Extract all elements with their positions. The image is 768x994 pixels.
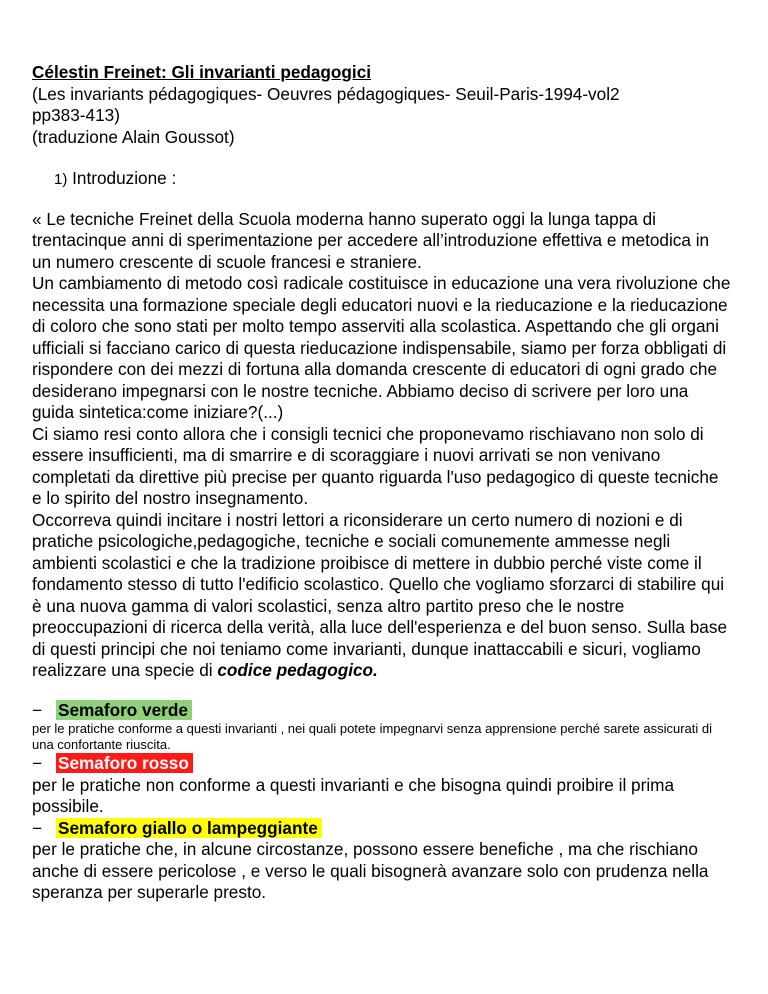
paragraph: [32, 510, 732, 682]
body-text: [32, 209, 732, 682]
red-light-description: per le pratiche non conforme a questi invarianti e che bisogna quindi proibire il prima possibile.: [32, 774, 675, 816]
document-page: [32, 62, 732, 904]
red-light-label: Semaforo rosso: [56, 753, 193, 773]
dash-bullet: −: [32, 699, 43, 720]
dash-bullet: −: [32, 817, 43, 838]
section-heading: [54, 168, 732, 191]
traffic-light-legend: [32, 700, 732, 904]
green-light-description: per le pratiche conforme a questi invarianti , nei quali potete impegnarvi senza apprensione perché sarete assicurati di una confortante riuscita.: [32, 721, 712, 752]
paragraph: Ci siamo resi conto allora che i consigli tecnici che proponevamo rischiavano non solo di essere insufficienti, ma di smarrire e di scoraggiare i nuovi arrivati se non venivano completati da direttive più precise per quanto riguarda l'uso pedagogico di queste tecniche e lo spirito del nostro insegnamento.: [32, 423, 719, 508]
section-label: Introduzione :: [72, 168, 177, 188]
legend-item-green: [32, 700, 732, 722]
emphasized-term: codice pedagogico.: [217, 660, 378, 680]
paragraph: « Le tecniche Freinet della Scuola moderna hanno superato oggi la lunga tappa di trentacinque anni di sperimentazione per accedere all’introduzione effettiva e metodica in un numero crescente di scuole francesi e straniere.: [32, 208, 710, 272]
document-title: Célestin Freinet: Gli invarianti pedagogici: [32, 62, 372, 82]
paragraph-text: Occorreva quindi incitare i nostri lettori a riconsiderare un certo numero di nozioni e di pratiche psicologiche,pedagogiche, tecniche e sociali comunemente ammesse negli ambienti scolastici e che la tradizione proibisce di mettere in dubbio perché viste come il fondamento stesso di tutto l'edificio scolastico. Quello che vogliamo sforzarci di stabilire qui è una nuova gamma di valori scolastici, senza altro partito preso che le nostre preoccupazioni di ricerca della verità, alla luce dell'esperienza e del buon senso. Sulla base di questi principi che noi teniamo come invarianti, dunque inattaccabili e sicuri, vogliamo realizzare una specie di: [32, 509, 728, 680]
section-number: 1): [54, 171, 68, 188]
translation-credit: (traduzione Alain Goussot): [32, 126, 235, 147]
yellow-light-label: Semaforo giallo o lampeggiante: [56, 818, 322, 838]
legend-item-yellow: [32, 818, 732, 840]
source-reference-line2: pp383-413): [32, 105, 120, 125]
legend-item-red: [32, 753, 732, 775]
green-light-label: Semaforo verde: [56, 700, 192, 720]
yellow-light-description: per le pratiche che, in alcune circostanze, possono essere benefiche , ma che rischiano anche di essere pericolose , e verso le quali bisognerà avanzare solo con prudenza nella speranza per superarle presto.: [32, 839, 709, 902]
paragraph: Un cambiamento di metodo così radicale costituisce in educazione una vera rivoluzione che necessita una formazione speciale degli educatori nuovi e la rieducazione e la rieducazione di coloro che sono stati per molto tempo asserviti alla scolastica. Aspettando che gli organi ufficiali si facciano carico di questa rieducazione indispensabile, siamo per forza obbligati di rispondere con dei mezzi di fortuna alla domanda crescente di educatori di ogni grado che desiderano impegnarsi con le nostre tecniche. Abbiamo deciso di scrivere per loro una guida sintetica:come iniziare?(...): [32, 273, 731, 422]
dash-bullet: −: [32, 753, 43, 773]
source-reference-line1: (Les invariants pédagogiques- Oeuvres pédagogiques- Seuil-Paris-1994-vol2: [32, 83, 620, 104]
document-header: [32, 62, 732, 148]
